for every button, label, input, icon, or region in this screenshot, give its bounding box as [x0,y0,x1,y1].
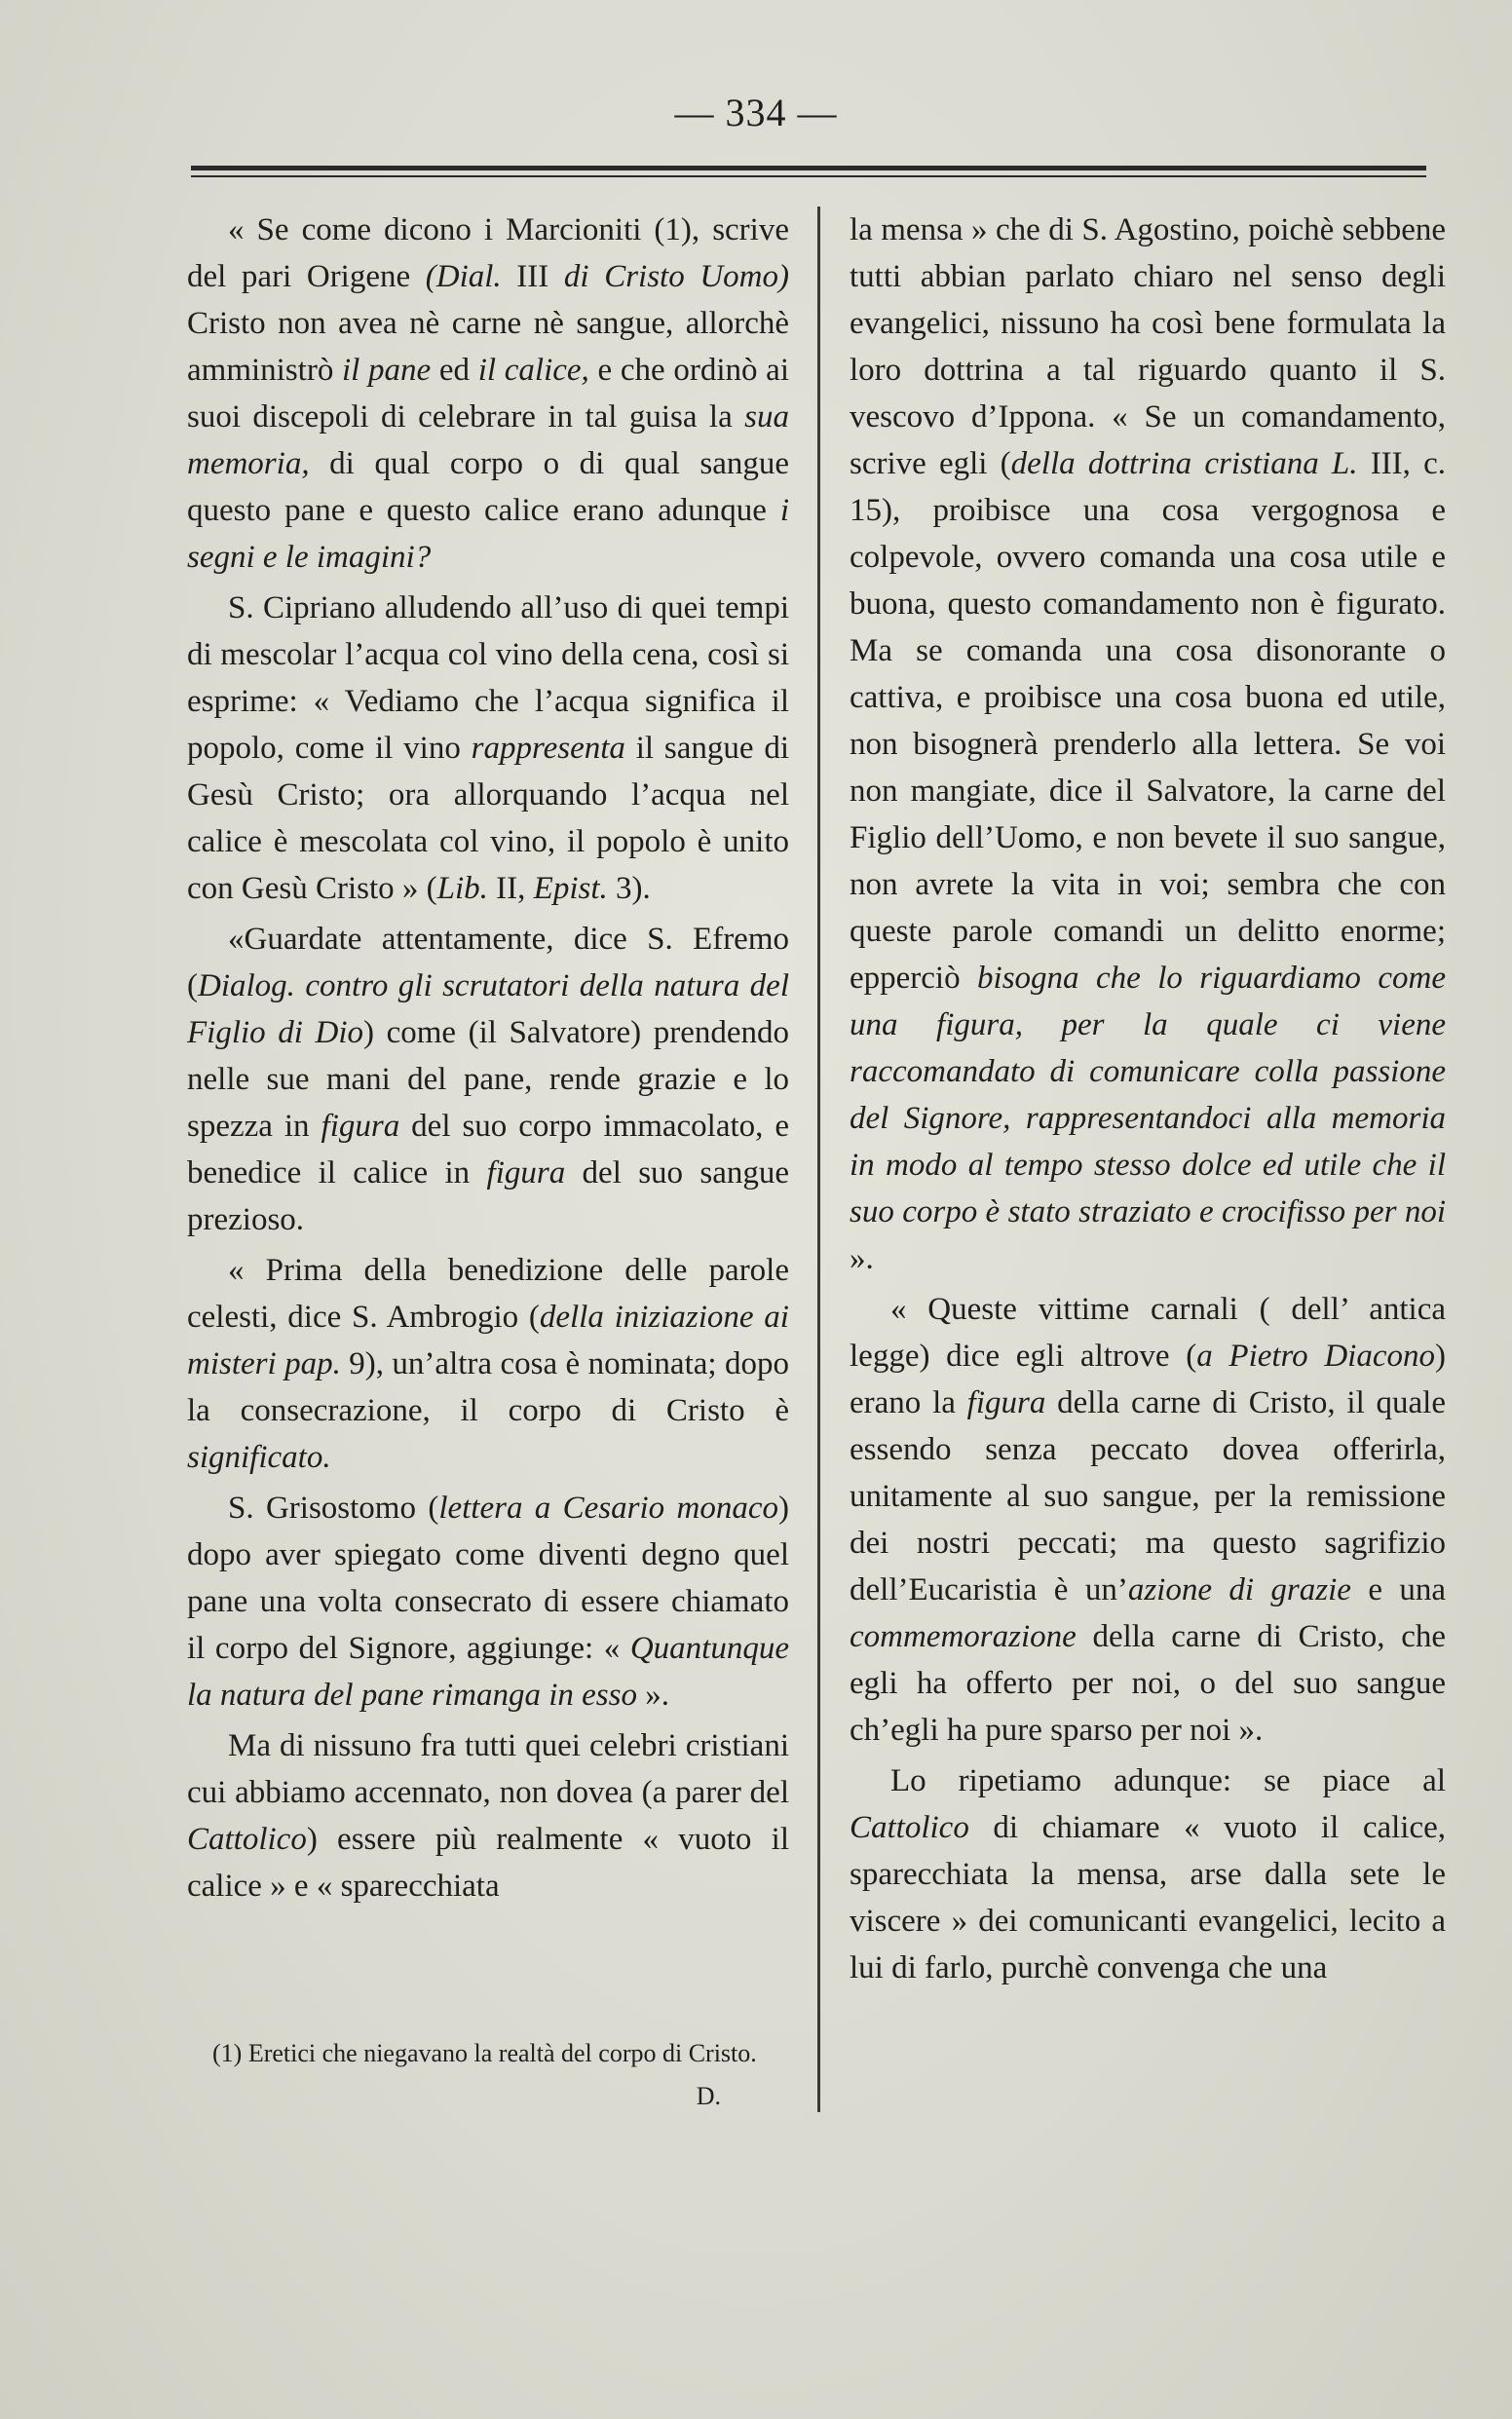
body-text: del suo sangue prezioso. [187,1155,790,1237]
italic-text: Quantunque la natura del pane rimanga in esso [187,1631,789,1713]
left-paragraph [187,1485,789,1719]
italic-text: significato. [187,1440,331,1475]
italic-text: Lib. [436,871,488,906]
footnote-text [187,2032,789,2110]
italic-text: figura [321,1109,400,1144]
body-text: la mensa » che di S. Agostino, poichè sebbene tutti abbian parlato chiaro nel senso degli evangelici, nissuno ha così bene formulata la loro dottrina a tal riguardo quanto il S. vescovo d’Ippona. « Se un comandamento, scrive egli ( [850,212,1446,481]
italic-text: commemorazione [850,1619,1077,1654]
page-number: — 334 — [674,91,838,134]
italic-text: rappresenta [471,731,625,766]
body-text: e una [1350,1572,1447,1607]
body-text: Cristo non avea nè carne nè sangue, allorchè amministrò [187,306,789,388]
body-text: ) erano la [850,1339,1446,1420]
left-paragraph [187,916,789,1243]
body-text: ». [850,1241,874,1276]
right-paragraph [850,1286,1446,1754]
body-text: « Se come dicono i Marcioniti (1), scrive del pari Origene [187,212,789,294]
footnote [187,2032,789,2118]
body-text: 9), un’altra cosa è nominata; dopo la consecrazione, il corpo di Cristo è [187,1346,789,1428]
italic-text: di Cristo Uomo) [563,259,790,294]
body-text: S. Grisostomo ( [228,1491,439,1526]
body-text: Lo ripetiamo adunque: se piace al [890,1763,1446,1798]
italic-text: sua memoria, [187,399,789,481]
body-text: S. Cipriano alludendo all’uso di quei tempi di mescolar l’acqua col vino della cena, così si esprime: « Vediamo che l’acqua significa il popolo, come il vino [187,590,789,766]
body-text: « Prima della benedizione delle parole celesti, dice S. Ambrogio ( [187,1253,789,1335]
body-text: Ma di nissuno fra tutti quei celebri cristiani cui abbiamo accennato, non dovea (a parer del [187,1728,789,1810]
column-divider [817,207,820,2112]
body-text: ». [636,1678,669,1713]
italic-text: lettera a Cesario monaco [438,1491,778,1526]
body-text: ed [431,353,478,388]
italic-text: della iniziazione ai misteri pap. [187,1300,789,1381]
italic-text: figura [966,1385,1046,1420]
body-text: del suo corpo immacolato, e benedice il calice in [187,1109,789,1191]
left-paragraph [187,1722,789,1909]
body-text: e che ordinò ai suoi discepoli di celebrare in tal guisa la [187,353,789,435]
body-text: III [501,259,564,294]
italic-text: il pane [342,353,432,388]
body-text: 3). [607,871,651,906]
body-text: III, c. 15), proibisce una cosa vergognosa e colpevole, ovvero comanda una cosa utile e buona, questo comandamento non è figurato. Ma se comanda una cosa disonorante o cattiva, e proibisce una cosa buona ed utile, non bisognerà prenderlo alla lettera. Se voi non mangiate, dice il Salvatore, la carne del Figlio dell’Uomo, e non bevete il suo sangue, non avrete la vita in voi; sembra che con queste parole comandi un delitto enorme; epperciò [850,446,1446,996]
body-text: II, [487,871,534,906]
body-text: il sangue di Gesù Cristo; ora allorquando l’acqua nel calice è mescolata col vino, il popolo è unito con Gesù Cristo » ( [187,731,789,906]
italic-text: azione di grazie [1127,1572,1351,1607]
body-text: ) dopo aver spiegato come diventi degno quel pane una volta consecrato di essere chiamato il corpo del Signore, aggiunge: « [187,1491,789,1666]
body-text: di chiamare « vuoto il calice, sparecchiata la mensa, arse dalla sete le viscere » dei comunicanti evangelici, lecito a lui di farlo, purchè convenga che una [850,1810,1446,1985]
right-paragraph [850,1758,1446,1991]
italic-text: Dialog. contro gli scrutatori della natura del Figlio di Dio [187,968,789,1050]
footnote-signature: D. [696,2082,721,2110]
left-paragraph [187,1247,789,1481]
italic-text: della dottrina cristiana L. [1010,446,1358,481]
left-paragraph [187,585,789,912]
header-double-rule [191,166,1426,177]
body-text: della carne di Cristo, il quale essendo senza peccato dovea offerirla, unitamente al suo sangue, per la remissione dei nostri peccati; ma questo sagrifizio dell’Eucaristia è un’ [850,1385,1446,1607]
italic-text: Epist. [533,871,608,906]
body-text: « Queste vittime carnali ( dell’ antica legge) dice egli altrove ( [850,1292,1446,1374]
left-paragraph [187,207,789,581]
italic-text: il calice, [477,353,589,388]
body-text: ) come (il Salvatore) prendendo nelle sue mani del pane, rende grazie e lo spezza in [187,1015,789,1144]
italic-text: i segni e le imagini? [187,493,789,575]
italic-text: a Pietro Diacono [1196,1339,1435,1374]
body-text: ) essere più realmente « vuoto il calice » e « sparecchiata [187,1822,789,1904]
right-paragraph [850,207,1446,1282]
italic-text: Cattolico [850,1810,969,1845]
footnote-body: (1) Eretici che niegavano la realtà del corpo di Cristo. [212,2039,757,2067]
italic-text: bisogna che lo riguardiamo come una figura, per la quale ci viene raccomandato di comunicare colla passione del Signore, rappresentandoci alla memoria in modo al tempo stesso dolce ed utile che il suo corpo è stato straziato e crocifisso per noi [850,961,1446,1229]
italic-text: Cattolico [187,1822,307,1857]
right-column [850,207,1446,1991]
body-text: della carne di Cristo, che egli ha offerto per noi, o del suo sangue ch’egli ha pure sparso per noi ». [850,1619,1446,1748]
italic-text: figura [486,1155,566,1191]
body-text: «Guardate attentamente, dice S. Efremo ( [187,922,789,1003]
italic-text: (Dial. [425,259,502,294]
body-text: di qual corpo o di qual sangue questo pane e questo calice erano adunque [187,446,789,528]
left-column [187,207,789,1909]
